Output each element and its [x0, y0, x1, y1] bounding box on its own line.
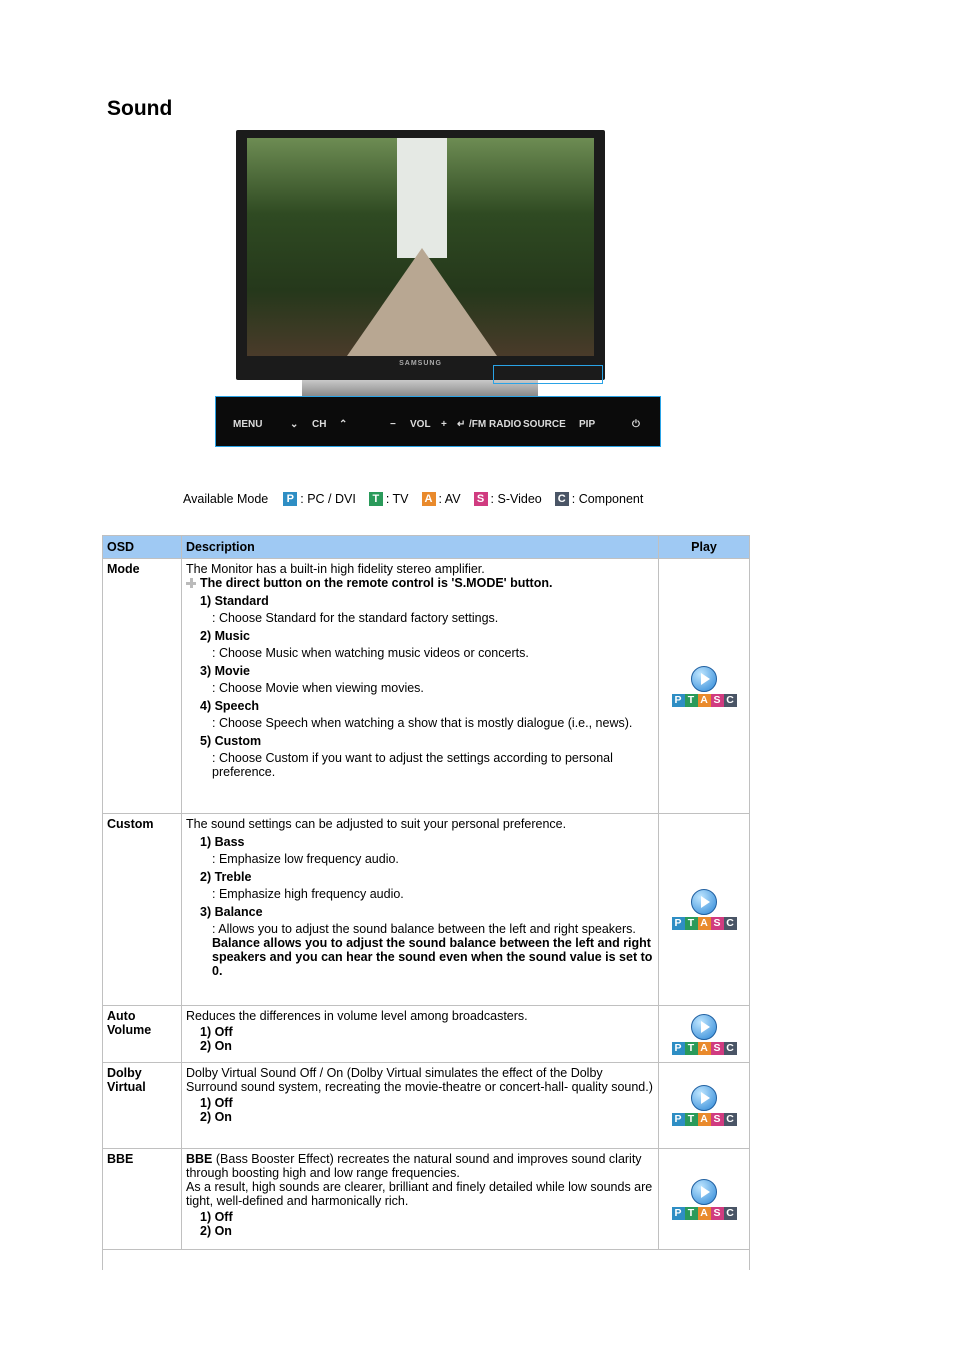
mode-movie-desc: : Choose Movie when viewing movies. [212, 681, 424, 695]
play-button[interactable] [672, 666, 737, 707]
legend-component-text: : Component [571, 492, 644, 506]
header-osd: OSD [103, 536, 182, 559]
bbe-intro2: As a result, high sounds are clearer, brilliant and finely detailed while low sounds are tight, well-defined and harmonically rich. [186, 1180, 653, 1208]
brand-logo: SAMSUNG [399, 360, 442, 367]
legend-pc-text: : PC / DVI [300, 492, 356, 506]
dolby-description [182, 1063, 659, 1149]
source-label: SOURCE [523, 419, 566, 430]
legend-tv-text: : TV [385, 492, 409, 506]
control-bar [215, 396, 661, 447]
available-mode-legend [183, 492, 643, 506]
play-icon [691, 1085, 717, 1111]
mode-intro: The Monitor has a built-in high fidelity stereo amplifier. [186, 562, 485, 576]
mode-letters-icon: P T A S C [672, 917, 737, 930]
vol-label: VOL [410, 419, 431, 430]
table-row [103, 1006, 750, 1063]
mode-speech: 4) Speech [200, 699, 260, 713]
mode-movie: 3) Movie [200, 664, 251, 678]
ch-label: CH [312, 419, 327, 430]
mode-standard: 1) Standard [200, 594, 269, 608]
custom-description [182, 814, 659, 1006]
custom-balance-desc: : Allows you to adjust the sound balance between the left and right speakers. [212, 922, 636, 936]
custom-bass-desc: : Emphasize low frequency audio. [212, 852, 399, 866]
legend-label: Available Mode [183, 492, 269, 506]
custom-intro: The sound settings can be adjusted to suit your personal preference. [186, 817, 567, 831]
bbe-intro: (Bass Booster Effect) recreates the natural sound and improves sound clarity through boosting high and low range frequencies. [186, 1152, 642, 1180]
legend-svideo-text: : S-Video [490, 492, 542, 506]
mode-standard-desc: : Choose Standard for the standard factory settings. [212, 611, 499, 625]
osd-custom: Custom [103, 814, 182, 1006]
enter-icon: ↵ [457, 419, 466, 430]
custom-bass: 1) Bass [200, 835, 245, 849]
auto-volume-intro: Reduces the differences in volume level among broadcasters. [186, 1009, 528, 1023]
play-cell [659, 814, 750, 1006]
mode-letters-icon: P T A S C [672, 694, 737, 707]
chevron-up-icon: ⌃ [339, 419, 348, 430]
monitor-image [236, 130, 605, 380]
osd-mode: Mode [103, 559, 182, 814]
bbe-off: 1) Off [200, 1210, 233, 1224]
bbe-description [182, 1149, 659, 1250]
mode-letters-icon: P T A S C [672, 1113, 737, 1126]
p-icon: P [283, 492, 297, 506]
auto-volume-off: 1) Off [200, 1025, 233, 1039]
play-cell [659, 1063, 750, 1149]
mode-note-line [186, 576, 654, 590]
screen-picture [247, 138, 594, 356]
header-play: Play [659, 536, 750, 559]
mode-custom-desc: : Choose Custom if you want to adjust the settings according to personal preference. [212, 751, 613, 779]
table-footer-row [103, 1250, 750, 1271]
mode-music: 2) Music [200, 629, 251, 643]
t-icon: T [369, 492, 383, 506]
play-button[interactable] [672, 1085, 737, 1126]
plus-icon [186, 578, 196, 588]
minus-icon: − [390, 419, 396, 430]
play-icon [691, 1179, 717, 1205]
table-row [103, 814, 750, 1006]
play-icon [691, 889, 717, 915]
mode-letters-icon: P T A S C [672, 1207, 737, 1220]
osd-dolby-virtual: Dolby Virtual [103, 1063, 182, 1149]
sound-osd-table [102, 535, 750, 1270]
buttons-highlight [493, 365, 603, 384]
dolby-on: 2) On [200, 1110, 232, 1124]
play-button[interactable] [672, 1014, 737, 1055]
osd-auto-volume: Auto Volume [103, 1006, 182, 1063]
legend-pc [283, 492, 356, 506]
legend-component [555, 492, 644, 506]
play-icon [691, 1014, 717, 1040]
mode-description [182, 559, 659, 814]
play-icon [691, 666, 717, 692]
c-icon: C [555, 492, 569, 506]
plus-icon: + [441, 419, 447, 430]
page-title: Sound [107, 97, 173, 120]
table-row [103, 1149, 750, 1250]
dolby-intro: Dolby Virtual Sound Off / On (Dolby Virtual simulates the effect of the Dolby Surround sound system, recreating the movie-theatre or concert-hall- quality sound.) [186, 1066, 653, 1094]
custom-treble: 2) Treble [200, 870, 252, 884]
sky [397, 138, 447, 258]
walkway [347, 248, 497, 356]
custom-balance-note: Balance allows you to adjust the sound balance between the left and right speakers and you can hear the sound even when the sound value is set to 0. [212, 936, 653, 978]
menu-label: MENU [233, 419, 263, 430]
bbe-intro-line [186, 1152, 654, 1180]
legend-svideo [474, 492, 542, 506]
bbe-bold: BBE [186, 1152, 213, 1166]
auto-volume-description [182, 1006, 659, 1063]
legend-av-text: : AV [438, 492, 461, 506]
mode-letters-icon: P T A S C [672, 1042, 737, 1055]
mode-music-desc: : Choose Music when watching music videos or concerts. [212, 646, 529, 660]
table-footer [103, 1250, 750, 1271]
play-cell [659, 559, 750, 814]
a-icon: A [422, 492, 436, 506]
table-row [103, 1063, 750, 1149]
chevron-down-icon: ⌄ [290, 419, 299, 430]
fm-radio-label: /FM RADIO [469, 419, 522, 430]
legend-tv [369, 492, 409, 506]
mode-custom: 5) Custom [200, 734, 262, 748]
mode-note: The direct button on the remote control is 'S.MODE' button. [200, 576, 553, 590]
power-icon: ⏻ [632, 419, 640, 430]
play-button[interactable] [672, 1179, 737, 1220]
custom-balance: 3) Balance [200, 905, 263, 919]
legend-av [422, 492, 461, 506]
table-header [103, 536, 750, 559]
osd-bbe: BBE [103, 1149, 182, 1250]
auto-volume-on: 2) On [200, 1039, 232, 1053]
custom-treble-desc: : Emphasize high frequency audio. [212, 887, 404, 901]
play-button[interactable] [672, 889, 737, 930]
table-row [103, 559, 750, 814]
mode-speech-desc: : Choose Speech when watching a show that is mostly dialogue (i.e., news). [212, 716, 633, 730]
play-cell [659, 1149, 750, 1250]
s-icon: S [474, 492, 488, 506]
play-cell [659, 1006, 750, 1063]
bbe-on: 2) On [200, 1224, 232, 1238]
header-description: Description [182, 536, 659, 559]
dolby-off: 1) Off [200, 1096, 233, 1110]
pip-label: PIP [579, 419, 596, 430]
